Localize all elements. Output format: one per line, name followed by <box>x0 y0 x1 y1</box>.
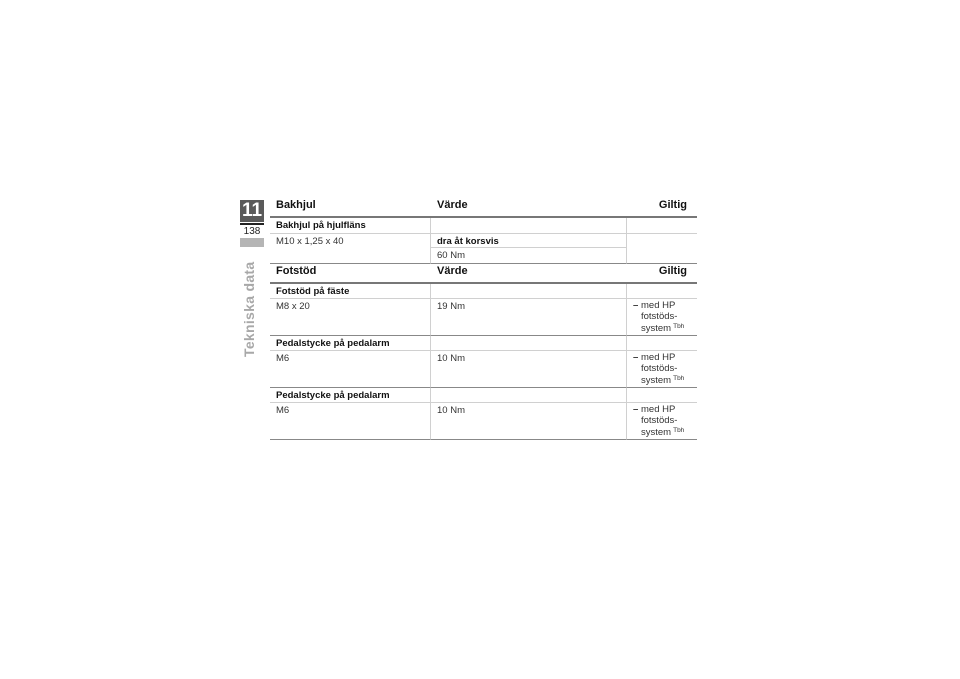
chapter-title: Tekniska data <box>241 261 257 357</box>
group-label: Pedalstycke på pedalarm <box>270 388 431 403</box>
torque-value: 19 Nm <box>431 299 627 336</box>
group-label: Pedalstycke på pedalarm <box>270 336 431 351</box>
torque-value: 60 Nm <box>431 248 627 264</box>
header-valid: Giltig <box>658 199 687 211</box>
option-code: Tbh <box>673 375 685 382</box>
validity-note <box>627 299 697 336</box>
validity-line: system <box>641 375 672 386</box>
header-valid: Giltig <box>658 265 687 277</box>
dash-bullet: – <box>633 352 639 363</box>
screw-spec: M8 x 20 <box>270 299 431 336</box>
empty-cell <box>431 284 627 299</box>
page-number: 138 <box>243 226 261 237</box>
validity-line: med HP <box>641 300 676 311</box>
dash-bullet: – <box>633 300 639 311</box>
tightening-step: dra åt korsvis <box>431 234 627 248</box>
validity-note <box>627 351 697 388</box>
header-value: Värde <box>437 199 468 211</box>
group-label: Bakhjul på hjulfläns <box>270 218 431 234</box>
chapter-number: 11 <box>241 200 263 221</box>
option-code: Tbh <box>673 427 685 434</box>
validity-line: system <box>641 427 672 438</box>
bakhjul-header <box>270 199 697 213</box>
page-tab-bar <box>240 238 264 247</box>
group-label: Fotstöd på fäste <box>270 284 431 299</box>
validity-line: fotstöds- <box>641 310 678 322</box>
validity-line: fotstöds- <box>641 362 678 374</box>
fotstod-table <box>270 265 697 440</box>
fotstod-header <box>270 265 697 279</box>
validity-line: system <box>641 323 672 334</box>
header-part: Fotstöd <box>276 265 317 277</box>
screw-spec: M10 x 1,25 x 40 <box>270 234 431 248</box>
empty-cell <box>627 388 697 403</box>
screw-spec: M6 <box>270 403 431 440</box>
option-code: Tbh <box>673 323 685 330</box>
torque-value: 10 Nm <box>431 403 627 440</box>
fotstod-grid <box>270 284 697 440</box>
chapter-divider <box>240 223 264 225</box>
header-part: Bakhjul <box>276 199 316 211</box>
empty-cell <box>431 218 627 234</box>
validity-note <box>627 403 697 440</box>
empty-cell <box>431 336 627 351</box>
validity-line: med HP <box>641 404 676 415</box>
empty-cell <box>627 284 697 299</box>
header-value: Värde <box>437 265 468 277</box>
bakhjul-table <box>270 199 697 264</box>
validity-line: fotstöds- <box>641 414 678 426</box>
bakhjul-grid <box>270 218 697 264</box>
empty-cell <box>431 388 627 403</box>
screw-spec: M6 <box>270 351 431 388</box>
empty-cell <box>627 218 697 234</box>
empty-cell <box>627 248 697 264</box>
empty-cell <box>270 248 431 264</box>
empty-cell <box>627 234 697 248</box>
torque-value: 10 Nm <box>431 351 627 388</box>
dash-bullet: – <box>633 404 639 415</box>
validity-line: med HP <box>641 352 676 363</box>
empty-cell <box>627 336 697 351</box>
